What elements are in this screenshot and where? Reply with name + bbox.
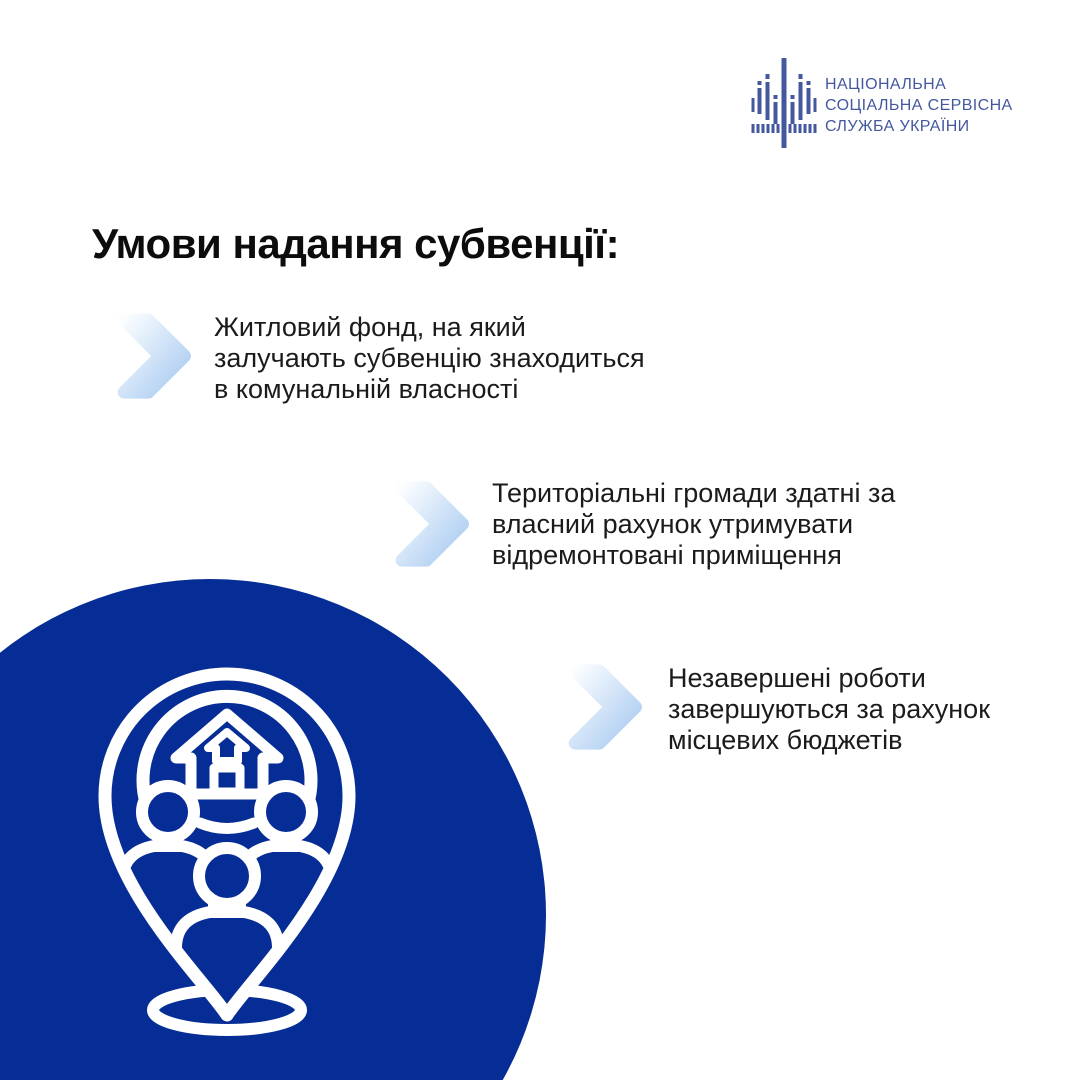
person-right-head [260,786,312,838]
org-name [825,74,1055,137]
bullet-line: Житловий фонд, на який [214,312,526,342]
chevron-right-icon [557,657,645,757]
page-title: Умови надання субвенції: [92,220,620,267]
bullet-line: місцевих бюджетів [668,725,903,755]
bullet-line: залучають субвенцію знаходиться [214,343,645,373]
person-front-head [199,848,255,904]
org-name-line: НАЦІОНАЛЬНА [825,76,947,93]
bullet-text [668,663,990,756]
bullet-line: власний рахунок утримувати [492,509,854,539]
chevron-right-icon [384,474,472,574]
bullet-text [214,312,645,405]
bullet-line: Незавершені роботи [668,663,926,693]
bullet-line: в комунальній власності [214,374,519,404]
person-left-head [142,786,194,838]
bullet-line: відремонтовані приміщення [492,540,842,570]
bullet-line: завершуються за рахунок [668,694,991,724]
bullet-text [492,478,895,571]
bullet-line: Територіальні громади здатні за [492,478,896,508]
chevron-right-icon [106,306,194,406]
org-name-line: СЛУЖБА УКРАЇНИ [825,118,970,135]
community-location-illustration [0,579,546,1080]
house-underline-arc [200,823,254,829]
org-name-line: СОЦІАЛЬНА СЕРВІСНА [825,97,1013,114]
trident-logo-icon [750,58,818,154]
